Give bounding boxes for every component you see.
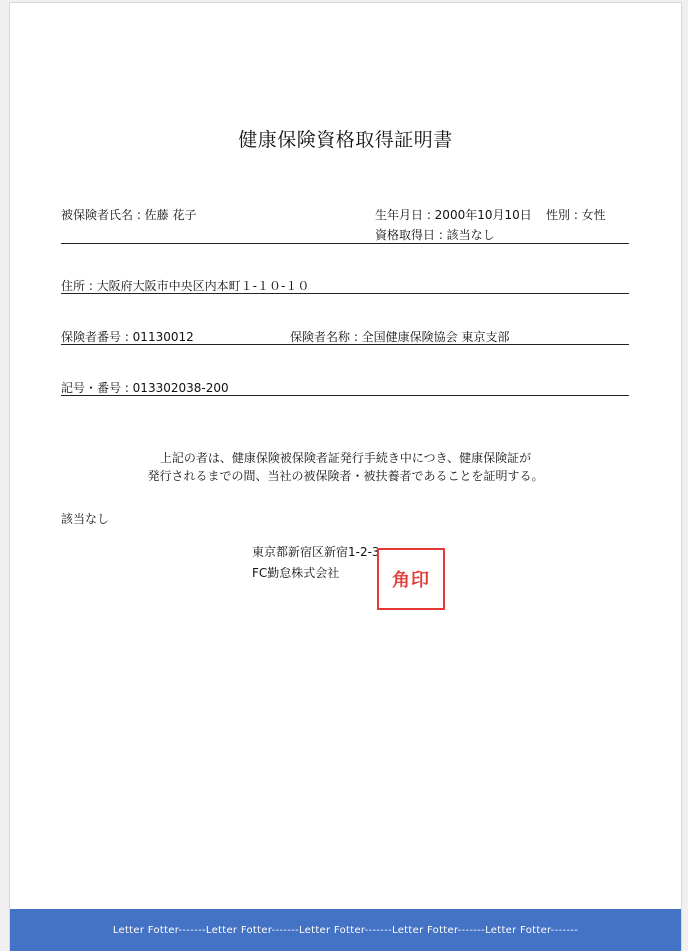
company-name: FC勤怠株式会社	[252, 566, 340, 580]
divider	[61, 395, 629, 396]
qualification-date: 資格取得日 : 該当なし	[375, 228, 495, 242]
divider	[61, 243, 629, 244]
insured-name: 被保険者氏名 : 佐藤 花子	[61, 208, 197, 222]
divider	[61, 344, 629, 345]
company-seal-stamp: 角印	[377, 548, 445, 610]
company-address: 東京都新宿区新宿1-2-3	[252, 545, 380, 559]
address: 住所 : 大阪府大阪市中央区内本町１-１０-１０	[61, 279, 310, 293]
insurer-name: 保険者名称 : 全国健康保険協会 東京支部	[290, 330, 510, 344]
statement-line: 上記の者は、健康保険被保険者証発行手続き中につき、健康保険証が	[159, 451, 532, 465]
note: 該当なし	[61, 512, 110, 526]
insurer-number: 保険者番号 : 01130012	[61, 330, 194, 344]
statement-line: 発行されるまでの間、当社の被保険者・被扶養者であることを証明する。	[147, 469, 544, 483]
divider	[61, 293, 629, 294]
document-title: 健康保険資格取得証明書	[238, 129, 453, 151]
page-footer: Letter Fotter-------Letter Fotter-------Letter Fotter-------Letter Fotter-------Letter Fotter-------	[10, 909, 681, 951]
document-page	[9, 2, 682, 951]
birth-date: 生年月日 : 2000年10月10日	[375, 208, 532, 222]
certification-statement	[10, 449, 681, 485]
symbol-number: 記号・番号 : 013302038-200	[61, 381, 229, 395]
gender: 性別 : 女性	[546, 208, 606, 222]
